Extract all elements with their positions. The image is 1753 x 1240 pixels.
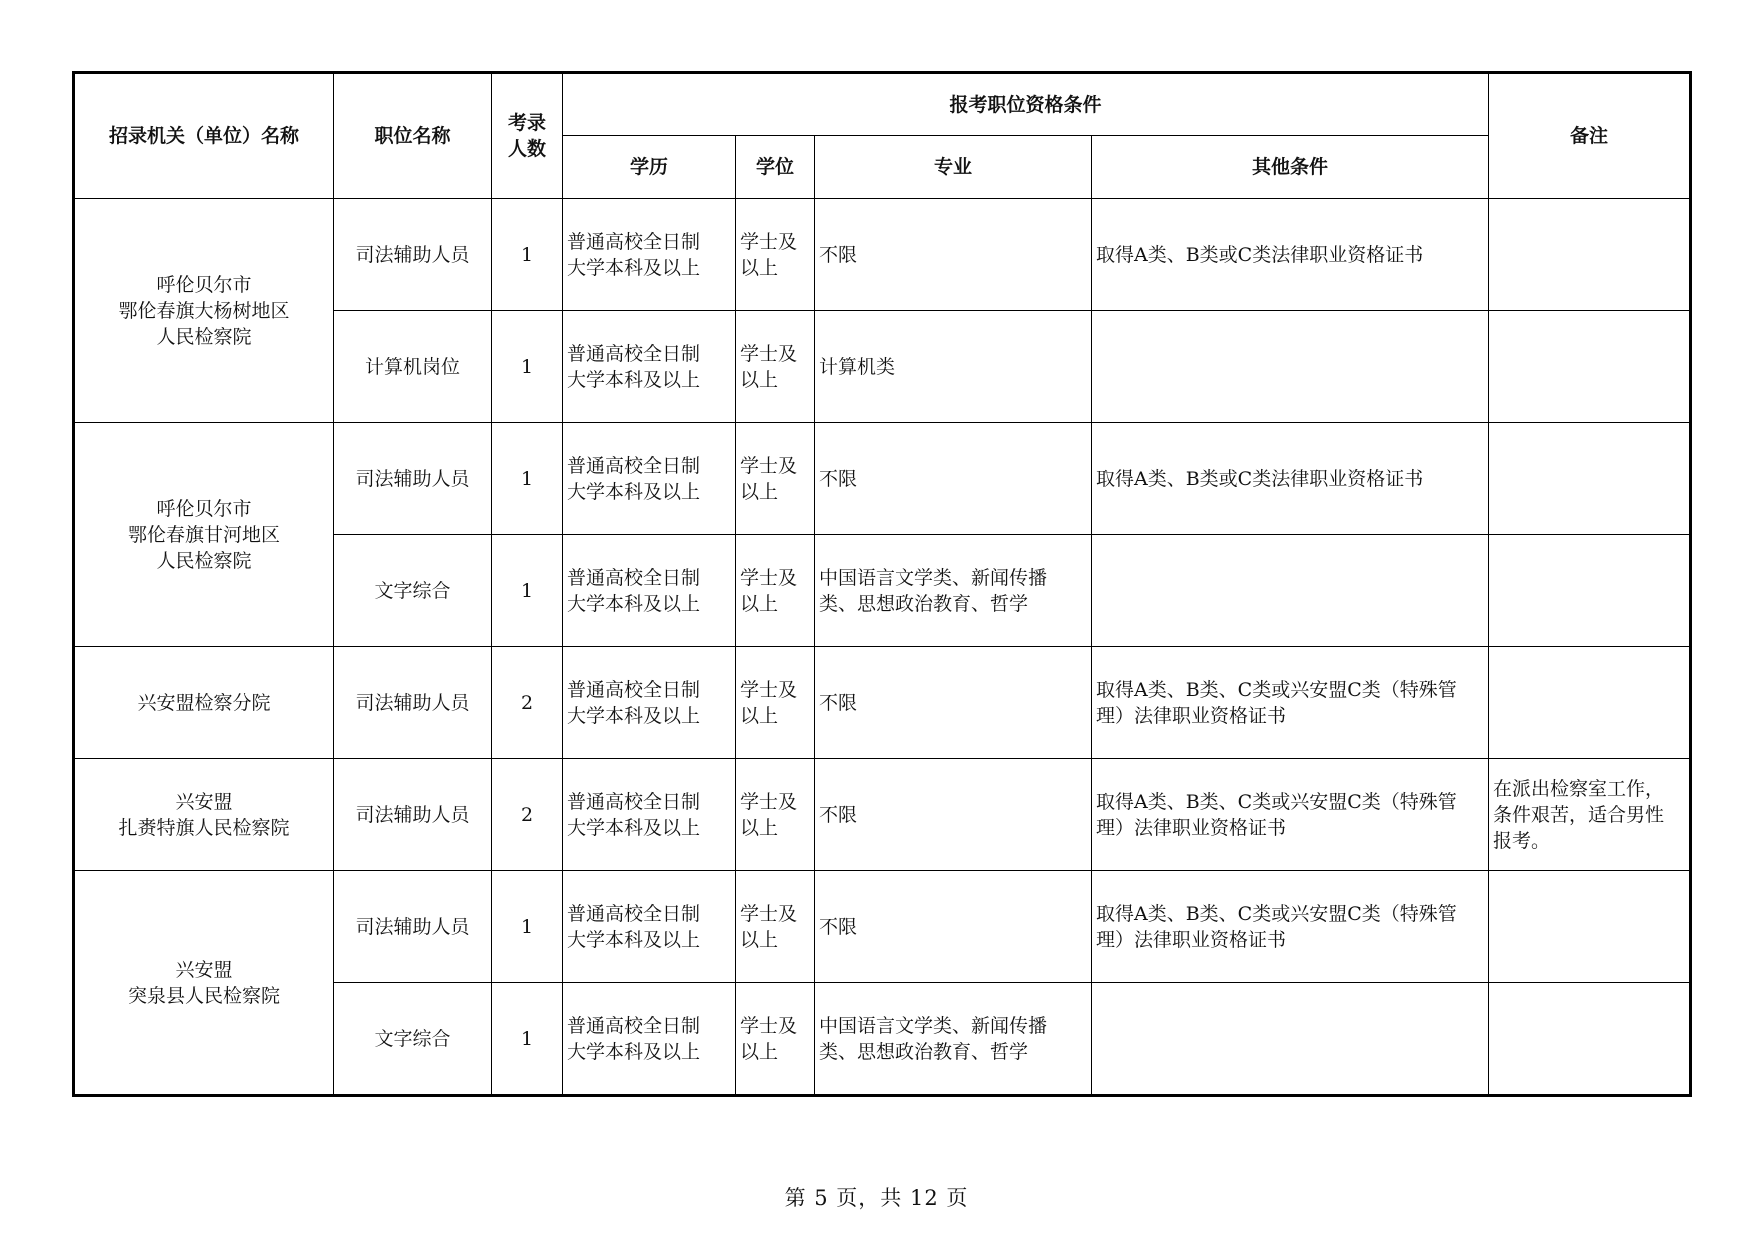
table-header	[74, 73, 1691, 199]
unit-name-cell: 兴安盟检察分院	[74, 647, 334, 759]
degree-cell: 学士及 以上	[736, 199, 815, 311]
header-qualifications: 报考职位资格条件	[563, 73, 1489, 136]
major-cell: 不限	[815, 647, 1092, 759]
table-row	[74, 759, 1691, 871]
other-cell: 取得A类、B类、C类或兴安盟C类（特殊管 理）法律职业资格证书	[1092, 759, 1489, 871]
page-number: 第 5 页，共 12 页	[784, 1186, 969, 1210]
count-cell: 1	[492, 423, 563, 535]
unit-name-cell: 兴安盟 突泉县人民检察院	[74, 871, 334, 1096]
major-cell: 中国语言文学类、新闻传播 类、思想政治教育、哲学	[815, 535, 1092, 647]
header-unit-name: 招录机关（单位）名称	[74, 73, 334, 199]
remarks-cell	[1489, 199, 1691, 311]
table-row	[74, 199, 1691, 311]
table-row	[74, 871, 1691, 983]
other-cell: 取得A类、B类、C类或兴安盟C类（特殊管 理）法律职业资格证书	[1092, 647, 1489, 759]
remarks-cell	[1489, 647, 1691, 759]
education-cell: 普通高校全日制 大学本科及以上	[563, 871, 736, 983]
position-cell: 文字综合	[334, 983, 492, 1096]
major-cell: 不限	[815, 423, 1092, 535]
education-cell: 普通高校全日制 大学本科及以上	[563, 423, 736, 535]
header-position-name: 职位名称	[334, 73, 492, 199]
remarks-cell	[1489, 871, 1691, 983]
table-row	[74, 647, 1691, 759]
degree-cell: 学士及 以上	[736, 647, 815, 759]
unit-name-cell: 呼伦贝尔市 鄂伦春旗大杨树地区 人民检察院	[74, 199, 334, 423]
education-cell: 普通高校全日制 大学本科及以上	[563, 535, 736, 647]
other-cell	[1092, 983, 1489, 1096]
degree-cell: 学士及 以上	[736, 423, 815, 535]
education-cell: 普通高校全日制 大学本科及以上	[563, 311, 736, 423]
table-body	[74, 199, 1691, 1096]
header-major: 专业	[815, 136, 1092, 199]
degree-cell: 学士及 以上	[736, 311, 815, 423]
count-cell: 2	[492, 759, 563, 871]
count-cell: 1	[492, 535, 563, 647]
header-education: 学历	[563, 136, 736, 199]
major-cell: 不限	[815, 199, 1092, 311]
count-cell: 1	[492, 311, 563, 423]
degree-cell: 学士及 以上	[736, 535, 815, 647]
education-cell: 普通高校全日制 大学本科及以上	[563, 759, 736, 871]
table-row	[74, 423, 1691, 535]
remarks-cell	[1489, 311, 1691, 423]
degree-cell: 学士及 以上	[736, 871, 815, 983]
education-cell: 普通高校全日制 大学本科及以上	[563, 983, 736, 1096]
position-cell: 司法辅助人员	[334, 759, 492, 871]
education-cell: 普通高校全日制 大学本科及以上	[563, 199, 736, 311]
count-cell: 2	[492, 647, 563, 759]
major-cell: 中国语言文学类、新闻传播 类、思想政治教育、哲学	[815, 983, 1092, 1096]
education-cell: 普通高校全日制 大学本科及以上	[563, 647, 736, 759]
remarks-cell	[1489, 535, 1691, 647]
remarks-cell: 在派出检察室工作， 条件艰苦，适合男性 报考。	[1489, 759, 1691, 871]
position-cell: 司法辅助人员	[334, 871, 492, 983]
count-cell: 1	[492, 871, 563, 983]
position-cell: 计算机岗位	[334, 311, 492, 423]
remarks-cell	[1489, 423, 1691, 535]
header-other: 其他条件	[1092, 136, 1489, 199]
major-cell: 计算机类	[815, 311, 1092, 423]
position-cell: 司法辅助人员	[334, 423, 492, 535]
recruitment-table	[72, 71, 1692, 1097]
remarks-cell	[1489, 983, 1691, 1096]
header-remarks: 备注	[1489, 73, 1691, 199]
position-cell: 司法辅助人员	[334, 199, 492, 311]
other-cell	[1092, 535, 1489, 647]
position-cell: 司法辅助人员	[334, 647, 492, 759]
unit-name-cell: 呼伦贝尔市 鄂伦春旗甘河地区 人民检察院	[74, 423, 334, 647]
unit-name-cell: 兴安盟 扎赉特旗人民检察院	[74, 759, 334, 871]
major-cell: 不限	[815, 871, 1092, 983]
other-cell: 取得A类、B类或C类法律职业资格证书	[1092, 199, 1489, 311]
header-degree: 学位	[736, 136, 815, 199]
other-cell: 取得A类、B类、C类或兴安盟C类（特殊管 理）法律职业资格证书	[1092, 871, 1489, 983]
other-cell: 取得A类、B类或C类法律职业资格证书	[1092, 423, 1489, 535]
header-count: 考录 人数	[492, 73, 563, 199]
count-cell: 1	[492, 199, 563, 311]
other-cell	[1092, 311, 1489, 423]
degree-cell: 学士及 以上	[736, 759, 815, 871]
major-cell: 不限	[815, 759, 1092, 871]
degree-cell: 学士及 以上	[736, 983, 815, 1096]
position-cell: 文字综合	[334, 535, 492, 647]
count-cell: 1	[492, 983, 563, 1096]
